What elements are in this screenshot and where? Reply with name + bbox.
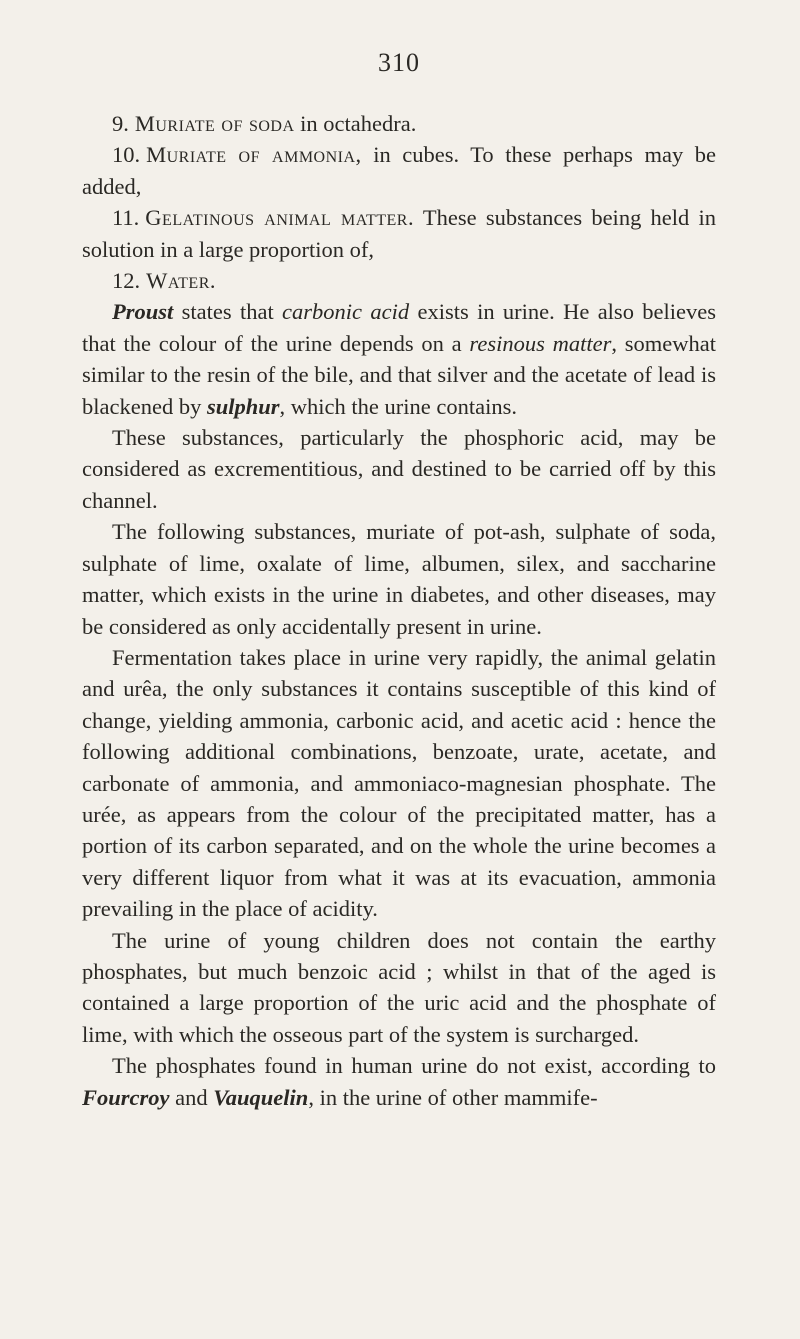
paragraph-proust — [82, 296, 716, 422]
text-run: and — [169, 1084, 214, 1110]
paragraph-excrementitious: These substances, particularly the phosphoric acid, may be considered as excrementitious, and destined to be carried off by this channel. — [82, 425, 716, 513]
term-resinous-matter: resinous matter — [469, 330, 612, 356]
text-run: states that — [173, 299, 283, 325]
term-carbonic-acid: carbonic acid — [282, 299, 410, 325]
item-heading: Gelatinous animal matter. — [145, 205, 415, 231]
list-item-11 — [82, 202, 716, 265]
paragraph-children-urine: The urine of young children does not contain the earthy phosphates, but much benzoic acid ; whilst in that of the aged is contained a large proportion of the uric acid and the phosphate of lime, with which the osseous part of the system is surcharged. — [82, 927, 716, 1047]
list-item-10 — [82, 139, 716, 202]
item-heading: Water. — [146, 268, 216, 294]
page-number: 310 — [378, 48, 420, 77]
item-text: in octahedra. — [294, 111, 417, 136]
text-run: The phosphates found in human urine do not exist, according to — [112, 1053, 716, 1079]
page-body — [82, 108, 716, 1113]
item-heading: Muriate of soda — [134, 111, 295, 136]
text-run: exists in urine. He also believes that the colour of the urine depends on a — [82, 299, 717, 356]
item-number: 9. — [112, 111, 129, 136]
text-run: , in the urine of other mammife- — [308, 1084, 598, 1110]
author-name-fourcroy: Fourcroy — [82, 1084, 170, 1110]
text-run: , somewhat similar to the resin of the bile, and that silver and the acetate of lead is blackened by — [82, 330, 716, 419]
paragraph-fermentation: Fermentation takes place in urine very rapidly, the animal gelatin and urêa, the only substances it contains susceptible of this kind of change, yielding ammonia, carbonic acid, and acetic acid : hence the following additional combinations, benzoate, urate, acetate, and carbonate of ammonia, and ammoniaco-magnesian phosphate. The urée, as appears from the colour of the precipitated matter, has a portion of its carbon separated, and on the whole the urine becomes a very different liquor from what it was at its evacuation, ammonia prevailing in the place of acidity. — [82, 644, 716, 922]
item-number: 11. — [112, 205, 140, 231]
term-sulphur: sulphur — [206, 393, 280, 419]
item-text: These substances being held in solution in a large proportion of, — [82, 205, 716, 262]
list-item-9 — [82, 108, 716, 139]
author-name-vauquelin: Vauquelin — [213, 1084, 309, 1110]
list-item-12 — [82, 265, 716, 296]
item-heading: Muriate of ammonia, — [146, 142, 362, 168]
item-text: in cubes. To these perhaps may be added, — [82, 142, 716, 199]
item-number: 10. — [112, 142, 141, 168]
paragraph-accidental-substances: The following substances, muriate of pot-ash, sulphate of soda, sulphate of lime, oxalate of lime, albumen, silex, and saccharine matter, which exists in the urine in diabetes, and other diseases, may be considered as only accidentally present in urine. — [82, 519, 716, 639]
author-name-proust: Proust — [112, 299, 174, 325]
text-run: , which the urine contains. — [279, 393, 517, 419]
paragraph-phosphates — [82, 1050, 716, 1113]
item-number: 12. — [112, 268, 141, 294]
